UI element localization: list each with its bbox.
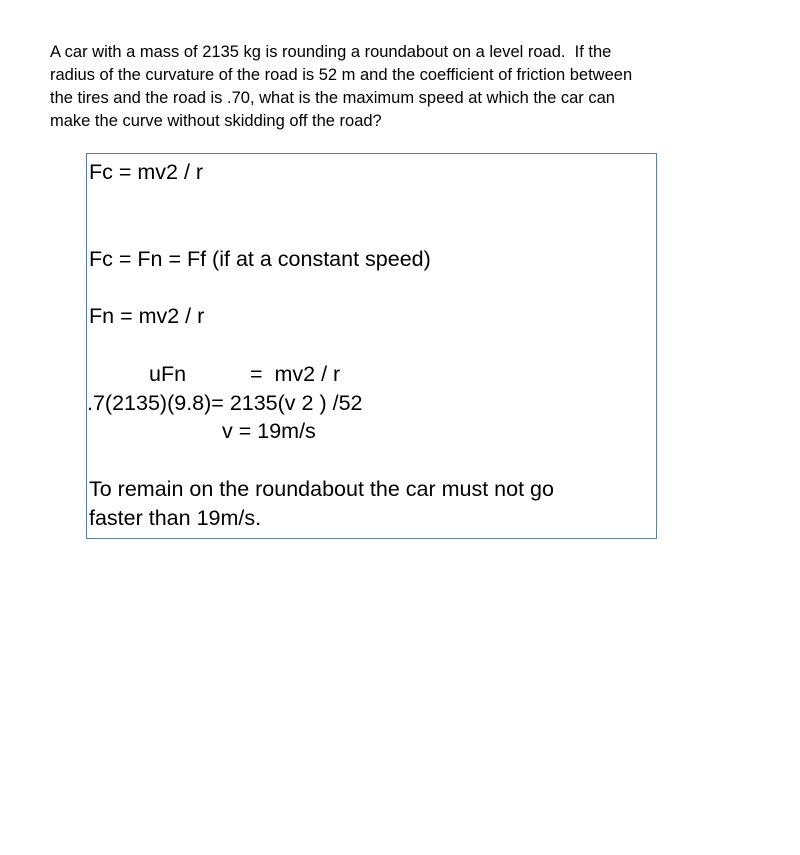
setup-equation-right: = mv2 / r — [250, 362, 341, 386]
solution-box — [86, 153, 657, 539]
problem-line-3: the tires and the road is .70, what is the maximum speed at which the car can — [50, 89, 615, 107]
conclusion-line-2: faster than 19m/s. — [89, 506, 262, 530]
problem-line-4: make the curve without skidding off the road? — [50, 112, 382, 130]
force-balance-equation: Fc = Fn = Ff (if at a constant speed) — [89, 247, 431, 271]
conclusion-line-1: To remain on the roundabout the car must not go — [89, 477, 554, 501]
problem-line-1: A car with a mass of 2135 kg is rounding a roundabout on a level road. If the — [50, 43, 612, 61]
normal-force-equation: Fn = mv2 / r — [89, 304, 205, 328]
problem-line-2: radius of the curvature of the road is 52 m and the coefficient of friction between — [50, 66, 633, 84]
centripetal-force-equation: Fc = mv2 / r — [89, 160, 204, 184]
substitution-equation: .7(2135)(9.8)= 2135(v 2 ) /52 — [87, 391, 363, 415]
result-equation: v = 19m/s — [222, 419, 316, 443]
problem-statement — [50, 41, 740, 133]
setup-equation-left: uFn — [149, 362, 187, 386]
